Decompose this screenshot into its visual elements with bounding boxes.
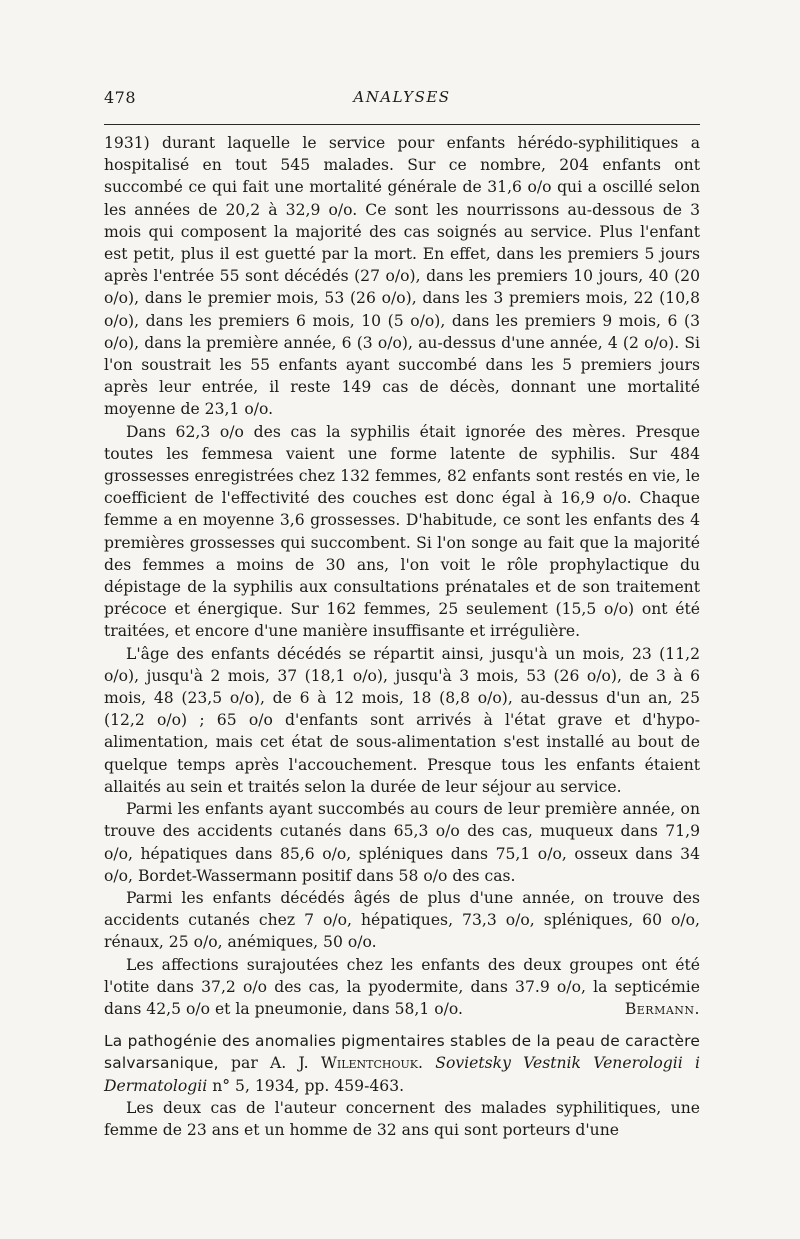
paragraph-2: Dans 62,3 o/o des cas la syphilis était ignorée des mères. Presque toutes les femmesa vaient une forme latente de syphilis. Sur 484 grossesses enregistrées chez 132 femmes, 82 enfants sont restés en vie, le coefficient de l'effectivité des couches est donc égal à 16,9 o/o. Chaque femme a en moyenne 3,6 grossesses. D'habitude, ce sont les enfants des 4 premières grossesses qui succombent. Si l'on songe au fait que la majorité des femmes a moins de 30 ans, l'on voit le rôle prophylactique du dépistage de la syphilis aux consultations prénatales et de son traitement précoce et énergique. Sur 162 femmes, 25 seulement (15,5 o/o) ont été traitées, et encore d'une manière insuffisante et irrégulière. [104,422,700,641]
new-article [104,1030,700,1141]
paragraph-5: Parmi les enfants décédés âgés de plus d'une année, on trouve des accidents cutanés chez 7 o/o, hépatiques, 73,3 o/o, spléniques, 60 o/o, rénaux, 25 o/o, anémiques, 50 o/o. [104,888,700,952]
article-heading [104,1030,700,1097]
article-ref-by: par A. J. [218,1054,321,1073]
article-body [104,132,700,1141]
paragraph-4: Parmi les enfants ayant succombés au cours de leur première année, on trouve des accidents cutanés dans 65,3 o/o des cas, muqueux dans 71,9 o/o, hépatiques dans 85,6 o/o, spléniques dans 75,1 o/o, osseux dans 34 o/o, Bordet-Wassermann positif dans 58 o/o des cas. [104,800,700,885]
page-header [104,88,700,112]
running-head: ANALYSES [353,88,451,106]
paragraph-3: L'âge des enfants décédés se répartit ainsi, jusqu'à un mois, 23 (11,2 o/o), jusqu'à 2 mois, 37 (18,1 o/o), jusqu'à 3 mois, 53 (26 o/o), de 3 à 6 mois, 48 (23,5 o/o), de 6 à 12 mois, 18 (8,8 o/o), au-dessus d'un an, 25 (12,2 o/o) ; 65 o/o d'enfants sont arrivés à l'état grave et d'hypo-alimentation, mais cet état de sous-alimentation s'est installé au bout de quelque temps après l'accouchement. Presque tous les enfants étaient allaités au sein et traités selon la durée de leur séjour au service. [104,644,700,796]
article-author: Wilentchouk. [320,1054,423,1073]
paragraph-6-text: Les affections surajoutées chez les enfants des deux groupes ont été l'otite dans 37,2 o/o des cas, la pyodermite, dans 37.9 o/o, la septicémie dans 42,5 o/o et la pneumonie, dans 58,1 o/o. [104,955,700,1018]
article-title: La pathogénie des anomalies pigmentaires stables de la peau de caractère salvarsanique, [104,1032,700,1073]
reviewer-signature: Bermann. [624,999,700,1018]
paragraph-1: 1931) durant laquelle le service pour enfants hérédo-syphilitiques a hospitalisé en tout 545 malades. Sur ce nombre, 204 enfants ont succombé ce qui fait une mortalité générale de 31,6 o/o qui a oscillé selon les années de 20,2 à 32,9 o/o. Ce sont les nourrissons au-dessous de 3 mois qui composent la majorité des cas soignés au service. Plus l'enfant est petit, plus il est guetté par la mort. En effet, dans les premiers 5 jours après l'entrée 55 sont décédés (27 o/o), dans les premiers 10 jours, 40 (20 o/o), dans le premier mois, 53 (26 o/o), dans les 3 premiers mois, 22 (10,8 o/o), dans les premiers 6 mois, 10 (5 o/o), dans les premiers 9 mois, 6 (3 o/o), dans la première année, 6 (3 o/o), au-dessus d'une année, 4 (2 o/o). Si l'on soustrait les 55 enfants ayant succombé dans les 5 premiers jours après leur entrée, il reste 149 cas de décès, donnant une mortalité moyenne de 23,1 o/o. [104,134,700,419]
header-rule [104,124,700,125]
paragraph-6 [104,954,700,1021]
article-paragraph-1: Les deux cas de l'auteur concernent des malades syphilitiques, une femme de 23 ans et un homme de 32 ans qui sont porteurs d'une [104,1098,700,1139]
article-ref-tail: n° 5, 1934, pp. 459-463. [207,1076,405,1095]
page-number: 478 [104,88,137,107]
article-journal: Sovietsky Vestnik Venerologii i Dermatologii [104,1054,701,1095]
